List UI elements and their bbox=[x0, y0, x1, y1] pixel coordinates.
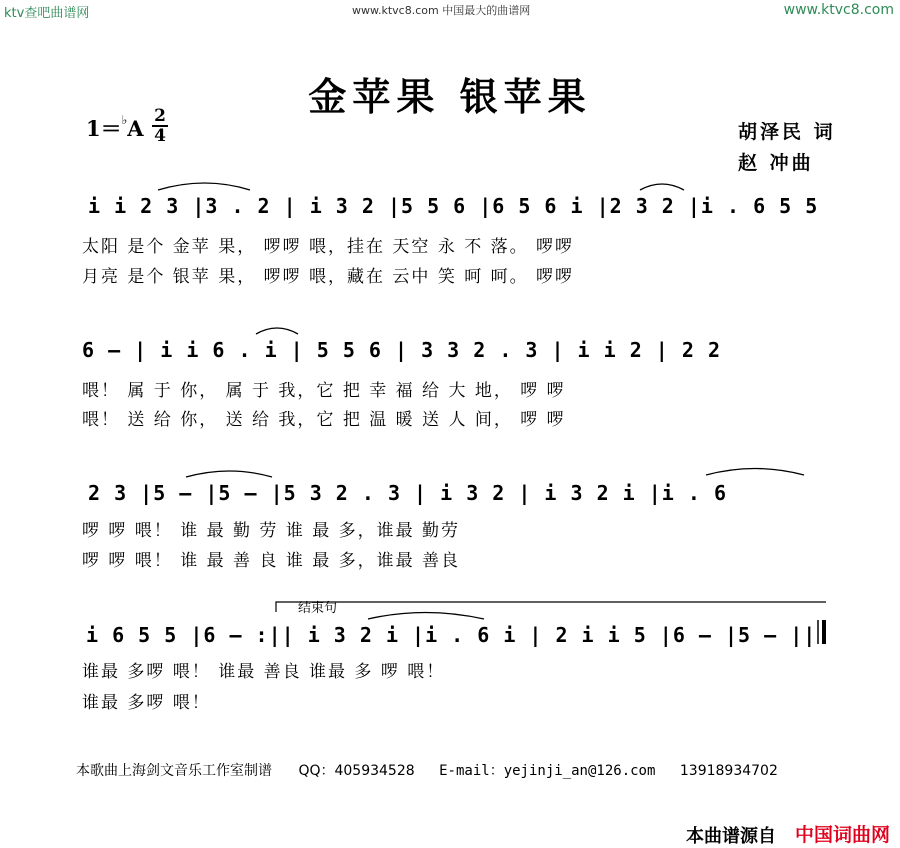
slur-6 bbox=[368, 613, 484, 620]
meter-bottom: 4 bbox=[154, 126, 166, 146]
lyrics-line-3-verse-2: 啰 啰 喂！ 谁 最 善 良 谁 最 多，谁最 善良 bbox=[82, 551, 461, 571]
footer-credits bbox=[76, 760, 778, 780]
song-title: 金苹果 银苹果 bbox=[308, 74, 592, 119]
key-tonic: 1＝ bbox=[86, 116, 122, 141]
ending-bracket bbox=[276, 602, 826, 612]
lyricist-credit: 胡泽民 词 bbox=[738, 121, 836, 143]
key-note: A bbox=[127, 116, 144, 141]
composer-credit: 赵 冲曲 bbox=[738, 152, 814, 174]
time-signature bbox=[152, 108, 168, 144]
notes-line-1: i i 2 3 |3 . 2 | i 3 2 |5 5 6 |6 5 6 i |2 3 2 |i . 6 5 5 bbox=[88, 194, 819, 218]
footer-qq: QQ：405934528 bbox=[298, 763, 415, 779]
ending-section-label: 结束句 bbox=[298, 601, 338, 616]
slur-2 bbox=[640, 184, 684, 190]
source-site-link[interactable]: 中国词曲网 bbox=[794, 824, 890, 846]
site-banner-center[interactable]: www.ktvc8.com 中国最大的曲谱网 bbox=[352, 4, 531, 17]
notes-line-2: 6 — | i i 6 . i | 5 5 6 | 3 3 2 . 3 | i i 2 | 2 2 bbox=[82, 338, 722, 362]
slur-4 bbox=[186, 471, 272, 477]
lyrics-line-4-verse-2: 谁最 多啰 喂！ bbox=[82, 693, 211, 713]
source-prefix: 本曲谱源自 bbox=[686, 826, 776, 847]
notes-line-4: i 6 5 5 |6 — :|| i 3 2 i |i . 6 i | 2 i i 5 |6 — |5 — || bbox=[86, 623, 817, 647]
slur-5 bbox=[706, 469, 804, 476]
flat-sign: ♭ bbox=[121, 113, 128, 127]
slur-1 bbox=[158, 183, 250, 190]
notes-line-3: 2 3 |5 — |5 — |5 3 2 . 3 | i 3 2 | i 3 2 i |i . 6 bbox=[88, 481, 728, 505]
lyrics-line-4-verse-1: 谁最 多啰 喂！ 谁最 善良 谁最 多 啰 喂！ bbox=[82, 662, 446, 682]
key-signature bbox=[86, 113, 144, 143]
footer-studio: 本歌曲上海剑文音乐工作室制谱 bbox=[76, 763, 272, 779]
footer-email: E-mail：yejinji_an@126.com bbox=[439, 763, 656, 779]
lyrics-line-1-verse-2: 月亮 是个 银苹 果， 啰啰 喂，藏在 云中 笑 呵 呵。 啰啰 bbox=[82, 267, 575, 287]
lyrics-line-2-verse-1: 喂！ 属 于 你， 属 于 我，它 把 幸 福 给 大 地， 啰 啰 bbox=[82, 381, 566, 401]
lyrics-line-2-verse-2: 喂！ 送 给 你， 送 给 我，它 把 温 暖 送 人 间， 啰 啰 bbox=[82, 410, 566, 430]
slur-3 bbox=[256, 328, 298, 334]
meter-top: 2 bbox=[154, 106, 166, 126]
lyrics-line-3-verse-1: 啰 啰 喂！ 谁 最 勤 劳 谁 最 多，谁最 勤劳 bbox=[82, 521, 461, 541]
site-logo-left[interactable]: ktv查吧曲谱网 bbox=[4, 6, 90, 21]
footer-phone: 13918934702 bbox=[679, 763, 778, 779]
lyrics-line-1-verse-1: 太阳 是个 金苹 果， 啰啰 喂，挂在 天空 永 不 落。 啰啰 bbox=[82, 237, 575, 257]
site-url-right[interactable]: www.ktvc8.com bbox=[783, 2, 894, 18]
